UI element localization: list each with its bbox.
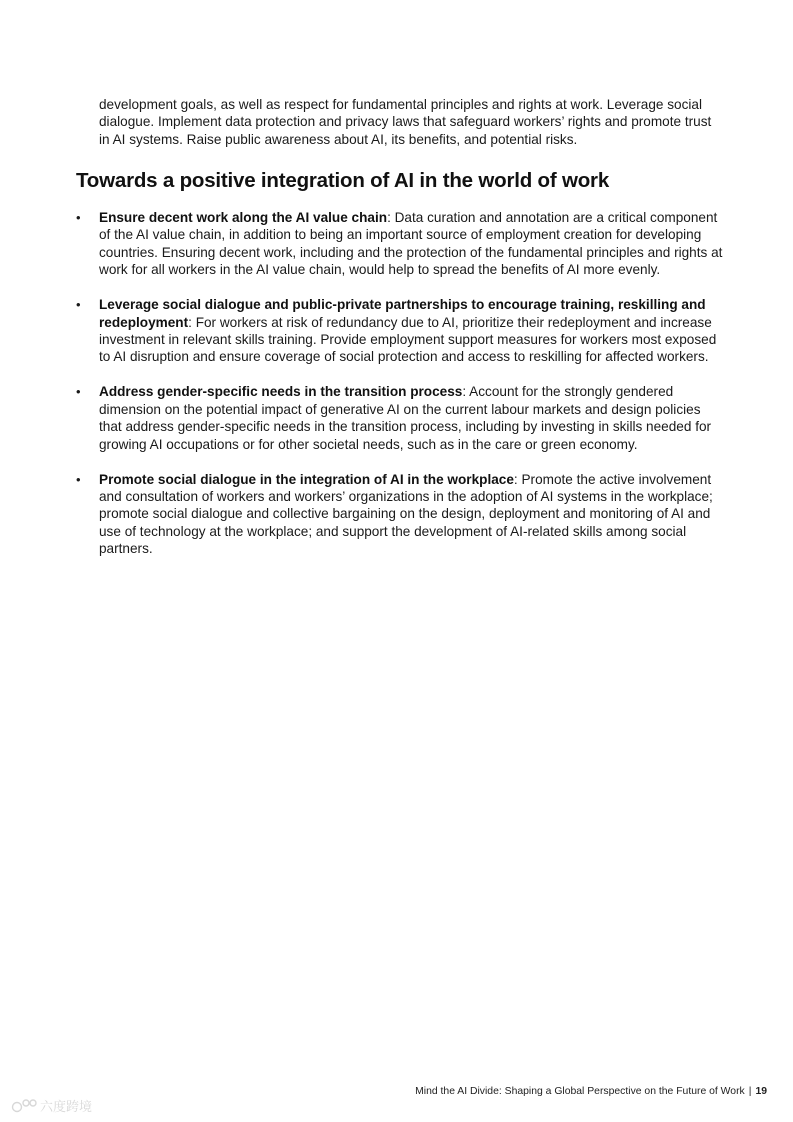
section-heading: Towards a positive integration of AI in the world of work	[76, 169, 610, 192]
list-item-text	[99, 297, 716, 364]
watermark-text: 六度跨境	[40, 1100, 93, 1115]
list-item-title: Promote social dialogue in the integration of AI in the workplace	[99, 471, 514, 487]
list-item-title: Address gender-specific needs in the transition process	[99, 384, 463, 400]
intro-paragraph: development goals, as well as respect for fundamental principles and rights at work. Leverage social dialogue. Implement data protection and privacy laws that safeguard workers’ rights and promote trust in AI systems. Raise public awareness about AI, its benefits, and potential risks.	[99, 97, 712, 147]
list-item	[76, 471, 726, 558]
bullet-icon: •	[76, 210, 81, 225]
list-item-title: Ensure decent work along the AI value chain	[99, 210, 388, 225]
list-item	[76, 383, 726, 453]
list-item	[76, 296, 726, 366]
page-footer	[415, 1085, 767, 1099]
list-item-text	[99, 210, 722, 277]
list-item-body: : For workers at risk of redundancy due to AI, prioritize their redeployment and increase investment in relevant skills training. Provide employment support measures for workers most exposed to AI disruption and ensure coverage of social protection and access to reskilling for affected workers.	[99, 314, 717, 365]
footer-title: Mind the AI Divide: Shaping a Global Perspective on the Future of Work	[415, 1086, 745, 1097]
page-number: 19	[755, 1086, 767, 1097]
list-item-title: Leverage social dialogue and public-private partnerships to encourage training, reskilling and redeployment	[99, 297, 706, 330]
bullet-icon: •	[76, 384, 81, 400]
footer-separator: |	[748, 1086, 752, 1097]
watermark-logo-icon	[10, 1095, 110, 1117]
list-item-body: : Account for the strongly gendered dimension on the potential impact of generative AI on the current labour markets and design policies that address gender-specific needs in the transition process, including by investing in skills needed for growing AI occupations or for other societal needs, such as in the care or green economy.	[99, 384, 712, 452]
list-item-body: : Data curation and annotation are a critical component of the AI value chain, in addition to being an important source of employment creation for developing countries. Ensuring decent work, including and the protection of the fundamental principles and rights at work for all workers in the AI value chain, would help to spread the benefits of AI more evenly.	[99, 210, 723, 278]
bullet-icon: •	[76, 471, 81, 487]
list-item	[76, 209, 726, 279]
recommendations-list	[76, 209, 726, 575]
list-item-text	[99, 472, 713, 557]
list-item-body: : Promote the active involvement and consultation of workers and workers’ organizations in the adoption of AI systems in the workplace; promote social dialogue and collective bargaining on the design, deployment and monitoring of AI and use of technology at the workplace; and support the development of AI-related skills among social partners.	[99, 471, 713, 557]
list-item-text	[99, 384, 711, 451]
bullet-icon: •	[76, 297, 81, 313]
